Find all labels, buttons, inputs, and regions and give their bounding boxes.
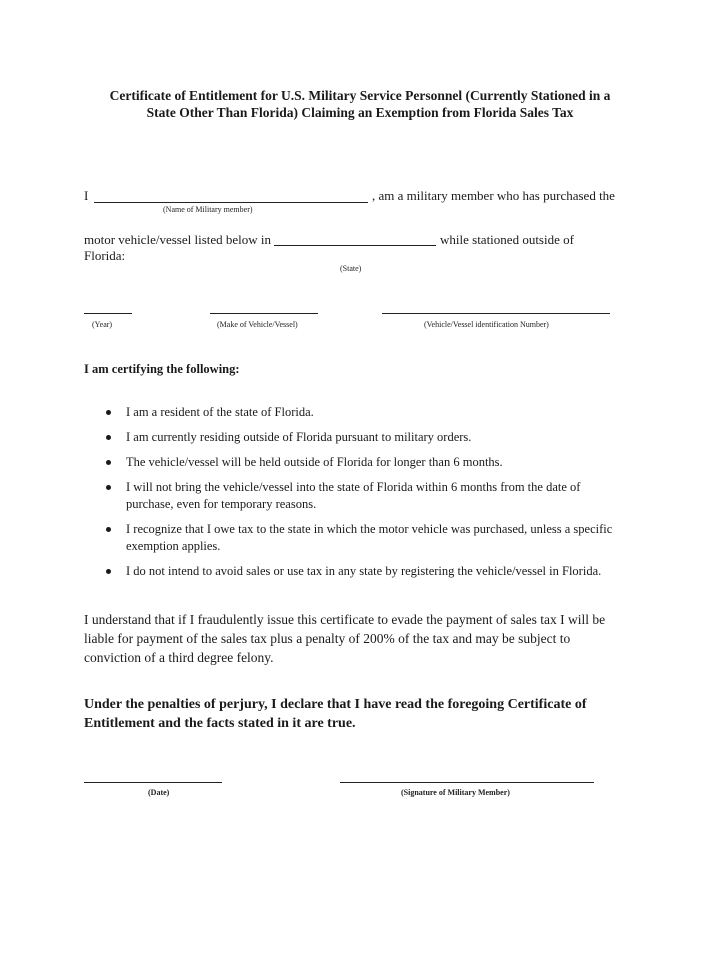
intro-line3: Florida:	[84, 248, 126, 263]
title-line-2: State Other Than Florida) Claiming an Exemption from Florida Sales Tax	[146, 105, 574, 120]
state-caption: (State)	[340, 264, 362, 273]
make-field[interactable]	[210, 313, 318, 314]
year-field[interactable]	[84, 313, 132, 314]
understanding-paragraph: I understand that if I fraudulently issue this certificate to evade the payment of sales tax I will be liable for payment of the sales tax plus a penalty of 200% of the tax and may be subject to conviction of a third degree felony.	[84, 612, 606, 665]
perjury-declaration: Under the penalties of perjury, I declare that I have read the foregoing Certificate of Entitlement and the facts stated in it are true.	[84, 697, 587, 731]
bullet-icon	[106, 485, 111, 490]
certify-heading: I am certifying the following:	[84, 362, 240, 376]
vin-caption: (Vehicle/Vessel identification Number)	[424, 320, 549, 329]
intro-line2-before: motor vehicle/vessel listed below in	[84, 232, 272, 247]
certification-list	[104, 404, 624, 588]
bullet-icon	[106, 410, 111, 415]
date-field[interactable]	[84, 782, 222, 783]
title-line-1: Certificate of Entitlement for U.S. Military Service Personnel (Currently Stationed in a	[109, 88, 611, 103]
bullet-icon	[106, 527, 111, 532]
list-item: I recognize that I owe tax to the state in which the motor vehicle was purchased, unless a specific exemption applies.	[104, 521, 624, 555]
signature-caption: (Signature of Military Member)	[401, 788, 510, 797]
list-item: I am currently residing outside of Florida pursuant to military orders.	[104, 429, 624, 446]
intro-statement: , am a military member who has purchased the	[372, 188, 615, 203]
intro-i-label: I	[84, 188, 89, 203]
bullet-icon	[106, 569, 111, 574]
bullet-icon	[106, 435, 111, 440]
make-caption: (Make of Vehicle/Vessel)	[217, 320, 298, 329]
document-title	[60, 87, 660, 121]
signature-field[interactable]	[340, 782, 594, 783]
list-item: The vehicle/vessel will be held outside of Florida for longer than 6 months.	[104, 454, 624, 471]
name-caption: (Name of Military member)	[163, 205, 253, 214]
state-field[interactable]	[274, 245, 436, 246]
list-item: I do not intend to avoid sales or use tax in any state by registering the vehicle/vessel in Florida.	[104, 563, 624, 580]
list-item: I will not bring the vehicle/vessel into the state of Florida within 6 months from the date of purchase, even for temporary reasons.	[104, 479, 624, 513]
bullet-icon	[106, 460, 111, 465]
date-caption: (Date)	[148, 788, 170, 797]
vin-field[interactable]	[382, 313, 610, 314]
intro-line2-after: while stationed outside of	[440, 232, 574, 247]
list-item: I am a resident of the state of Florida.	[104, 404, 624, 421]
military-member-name-field[interactable]	[94, 202, 368, 203]
year-caption: (Year)	[92, 320, 113, 329]
